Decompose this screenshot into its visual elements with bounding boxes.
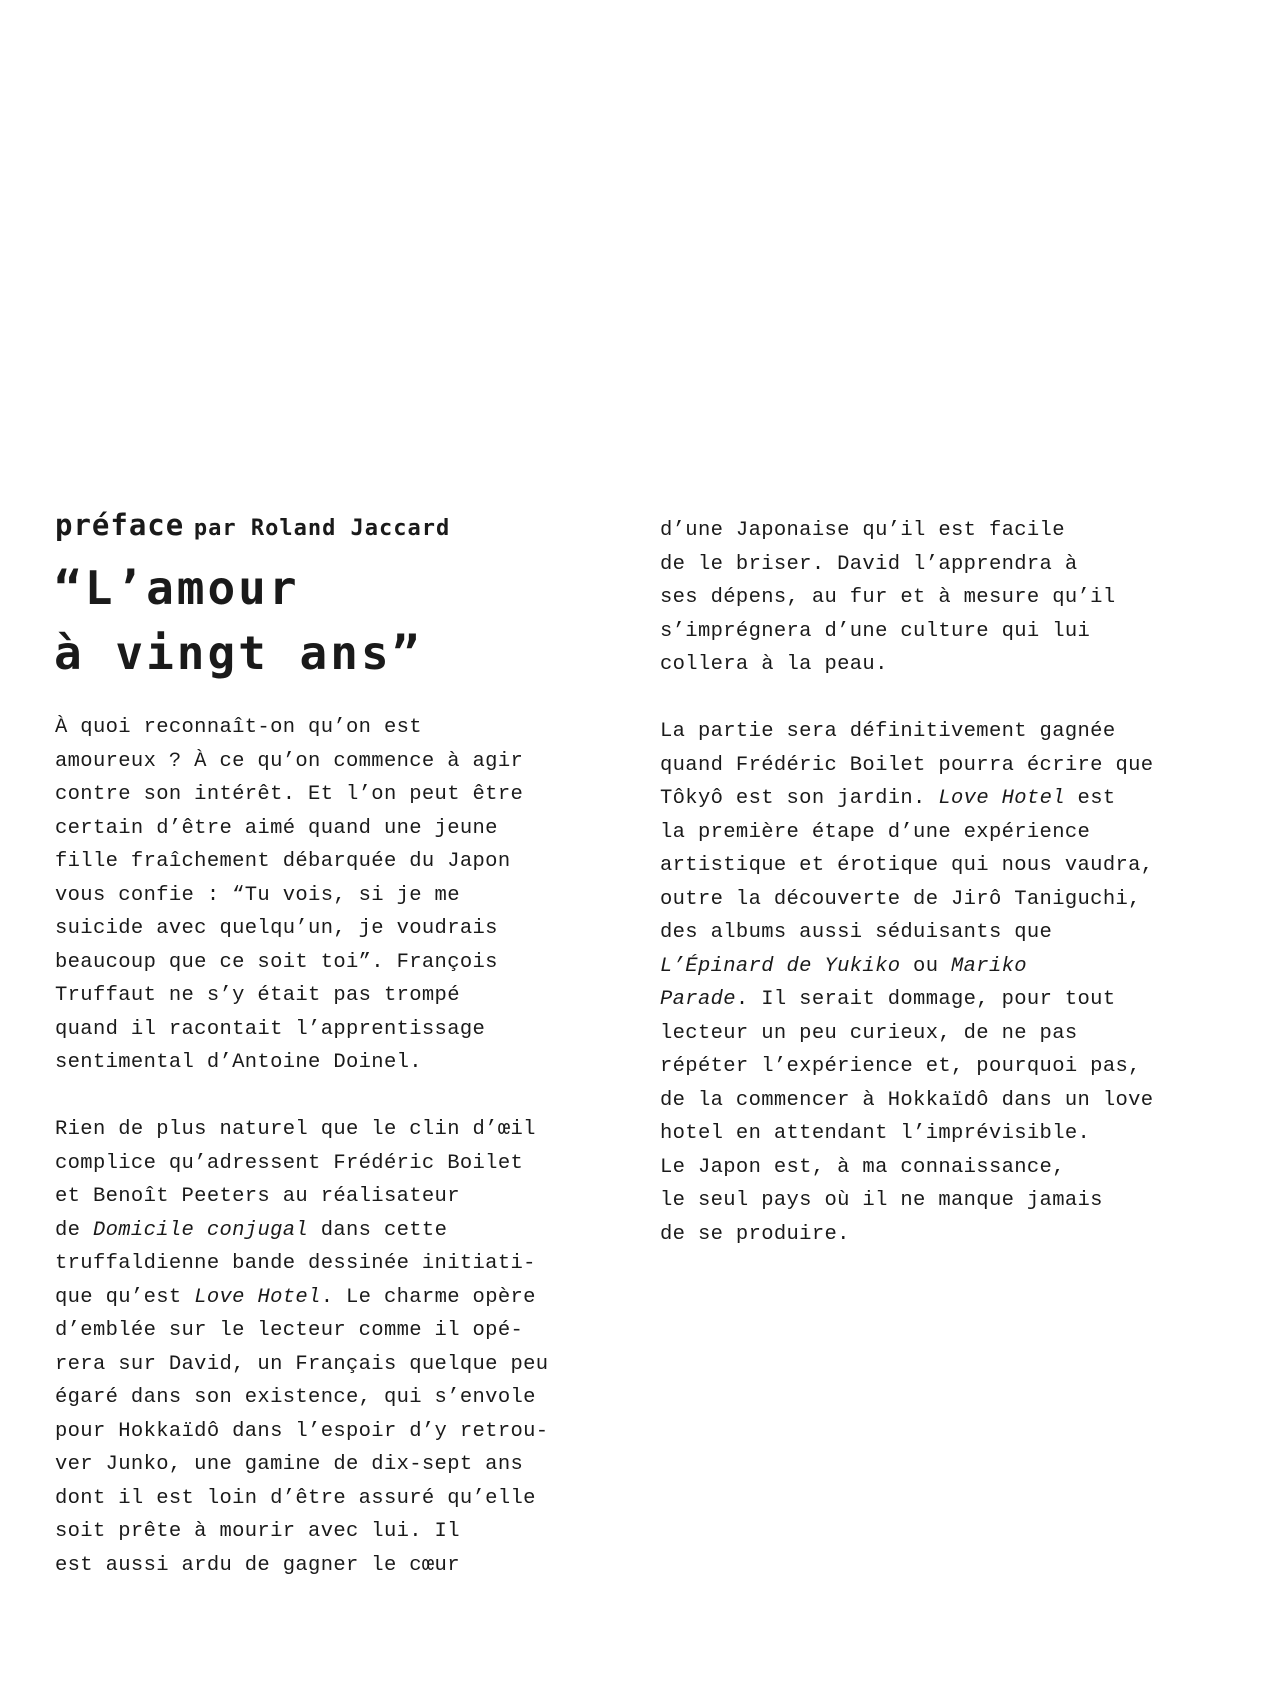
text-line bbox=[660, 1084, 1260, 1118]
text-run: de le briser. David l’apprendra à bbox=[660, 552, 1078, 576]
paragraph bbox=[55, 1113, 635, 1582]
text-line bbox=[660, 1184, 1260, 1218]
text-run: collera à la peau. bbox=[660, 653, 888, 676]
text-line bbox=[55, 812, 635, 846]
italic-title: Parade bbox=[660, 988, 736, 1011]
text-run: fille fraîchement débarquée du Japon bbox=[55, 850, 511, 873]
text-line bbox=[55, 1482, 635, 1516]
text-line bbox=[55, 1448, 635, 1482]
text-line bbox=[660, 950, 1260, 984]
right-text-column bbox=[660, 514, 1260, 1251]
text-line bbox=[660, 983, 1260, 1017]
text-run: À quoi reconnaît-on qu’on est bbox=[55, 716, 422, 739]
text-run: Le Japon est, à ma connaissance, bbox=[660, 1155, 1065, 1179]
text-run: rera sur David, un Français quelque peu bbox=[55, 1352, 549, 1376]
text-run: de bbox=[55, 1218, 93, 1242]
text-line bbox=[660, 1117, 1260, 1151]
text-run: artistique et érotique qui nous vaudra, bbox=[660, 854, 1154, 877]
text-line bbox=[660, 1017, 1260, 1051]
text-run: dont il est loin d’être assuré qu’elle bbox=[55, 1486, 536, 1510]
text-line bbox=[55, 912, 635, 946]
preface-heading bbox=[55, 508, 450, 542]
text-line bbox=[660, 514, 1260, 548]
text-run: que qu’est bbox=[55, 1285, 195, 1309]
text-run: certain d’être aimé quand une jeune bbox=[55, 816, 498, 840]
text-run: s’imprégnera d’une culture qui lui bbox=[660, 619, 1091, 643]
text-line bbox=[660, 548, 1260, 582]
text-run: soit prête à mourir avec lui. Il bbox=[55, 1520, 460, 1543]
text-line bbox=[55, 979, 635, 1013]
text-line bbox=[660, 782, 1260, 816]
text-run: quand Frédéric Boilet pourra écrire que bbox=[660, 753, 1154, 777]
text-line bbox=[660, 1151, 1260, 1185]
text-line bbox=[55, 1147, 635, 1181]
text-line bbox=[55, 946, 635, 980]
text-run: vous confie : “Tu vois, si je me bbox=[55, 883, 460, 907]
text-run: quand il racontait l’apprentissage bbox=[55, 1017, 486, 1041]
text-line bbox=[55, 1515, 635, 1549]
italic-title: Love Hotel bbox=[194, 1285, 321, 1309]
text-line bbox=[55, 1247, 635, 1281]
text-line bbox=[55, 845, 635, 879]
text-run: . Il serait dommage, pour tout bbox=[735, 988, 1116, 1011]
text-run: ver Junko, une gamine de dix-sept ans bbox=[55, 1453, 524, 1476]
paragraph bbox=[55, 711, 635, 1080]
left-text-column bbox=[55, 711, 635, 1582]
text-line bbox=[660, 816, 1260, 850]
italic-title: L’Épinard de Yukiko bbox=[660, 954, 901, 978]
text-run: Truffaut ne s’y était pas trompé bbox=[55, 984, 460, 1007]
text-line bbox=[55, 1013, 635, 1047]
text-run: Tôkyô est son jardin. bbox=[660, 787, 939, 810]
text-line bbox=[55, 1549, 635, 1583]
text-run: ses dépens, au fur et à mesure qu’il bbox=[660, 586, 1116, 609]
text-run: la première étape d’une expérience bbox=[660, 820, 1091, 844]
italic-title: Love Hotel bbox=[938, 787, 1065, 810]
text-run: est aussi ardu de gagner le cœur bbox=[55, 1553, 460, 1577]
text-run: dans cette bbox=[308, 1218, 448, 1242]
text-run: truffaldienne bande dessinée initiati- bbox=[55, 1252, 536, 1275]
text-run: ou bbox=[900, 954, 951, 978]
text-run: complice qu’adressent Frédéric Boilet bbox=[55, 1151, 524, 1175]
text-run: égaré dans son existence, qui s’envole bbox=[55, 1386, 536, 1409]
text-run: La partie sera définitivement gagnée bbox=[660, 720, 1116, 743]
text-run: de la commencer à Hokkaïdô dans un love bbox=[660, 1088, 1154, 1112]
text-run: amoureux ? À ce qu’on commence à agir bbox=[55, 749, 524, 773]
text-line bbox=[55, 1180, 635, 1214]
text-run: le seul pays où il ne manque jamais bbox=[660, 1189, 1103, 1212]
text-run: lecteur un peu curieux, de ne pas bbox=[660, 1021, 1078, 1045]
text-line bbox=[55, 1281, 635, 1315]
text-line bbox=[660, 883, 1260, 917]
text-line bbox=[55, 1415, 635, 1449]
title-line-1: “L’amour bbox=[54, 561, 300, 615]
italic-title: Mariko bbox=[951, 954, 1027, 978]
text-run: et Benoît Peeters au réalisateur bbox=[55, 1185, 460, 1208]
text-line bbox=[55, 1348, 635, 1382]
text-run: Rien de plus naturel que le clin d’œil bbox=[55, 1118, 536, 1141]
text-run: outre la découverte de Jirô Taniguchi, bbox=[660, 887, 1141, 911]
text-line bbox=[55, 1113, 635, 1147]
text-line bbox=[55, 745, 635, 779]
text-run: contre son intérêt. Et l’on peut être bbox=[55, 783, 524, 806]
text-line bbox=[55, 711, 635, 745]
text-run: des albums aussi séduisants que bbox=[660, 921, 1053, 944]
text-line bbox=[55, 1214, 635, 1248]
text-run: pour Hokkaïdô dans l’espoir d’y retrou- bbox=[55, 1419, 549, 1443]
text-line bbox=[55, 879, 635, 913]
text-line bbox=[660, 749, 1260, 783]
text-line bbox=[660, 1218, 1260, 1252]
text-line bbox=[660, 849, 1260, 883]
text-line bbox=[660, 1050, 1260, 1084]
text-line bbox=[55, 1046, 635, 1080]
preface-label: préface bbox=[55, 508, 185, 542]
italic-title: Domicile conjugal bbox=[92, 1218, 309, 1242]
text-line bbox=[660, 648, 1260, 682]
text-line bbox=[55, 1381, 635, 1415]
text-run: . Le charme opère bbox=[320, 1285, 536, 1309]
paragraph bbox=[660, 514, 1260, 682]
text-line bbox=[55, 778, 635, 812]
text-run: répéter l’expérience et, pourquoi pas, bbox=[660, 1055, 1141, 1078]
text-run: sentimental d’Antoine Doinel. bbox=[55, 1051, 422, 1074]
text-run: d’emblée sur le lecteur comme il opé- bbox=[55, 1319, 524, 1342]
title-line-2: à vingt ans” bbox=[54, 626, 423, 680]
text-line bbox=[660, 916, 1260, 950]
text-line bbox=[660, 715, 1260, 749]
text-run: hotel en attendant l’imprévisible. bbox=[660, 1122, 1091, 1145]
text-run: est bbox=[1064, 787, 1116, 810]
paragraph bbox=[660, 715, 1260, 1251]
author-byline: par Roland Jaccard bbox=[193, 516, 451, 541]
text-run: beaucoup que ce soit toi”. François bbox=[55, 950, 498, 974]
text-line bbox=[660, 581, 1260, 615]
text-run: d’une Japonaise qu’il est facile bbox=[660, 519, 1065, 542]
text-line bbox=[55, 1314, 635, 1348]
text-run: de se produire. bbox=[660, 1222, 850, 1246]
text-run: suicide avec quelqu’un, je voudrais bbox=[55, 917, 498, 940]
text-line bbox=[660, 615, 1260, 649]
